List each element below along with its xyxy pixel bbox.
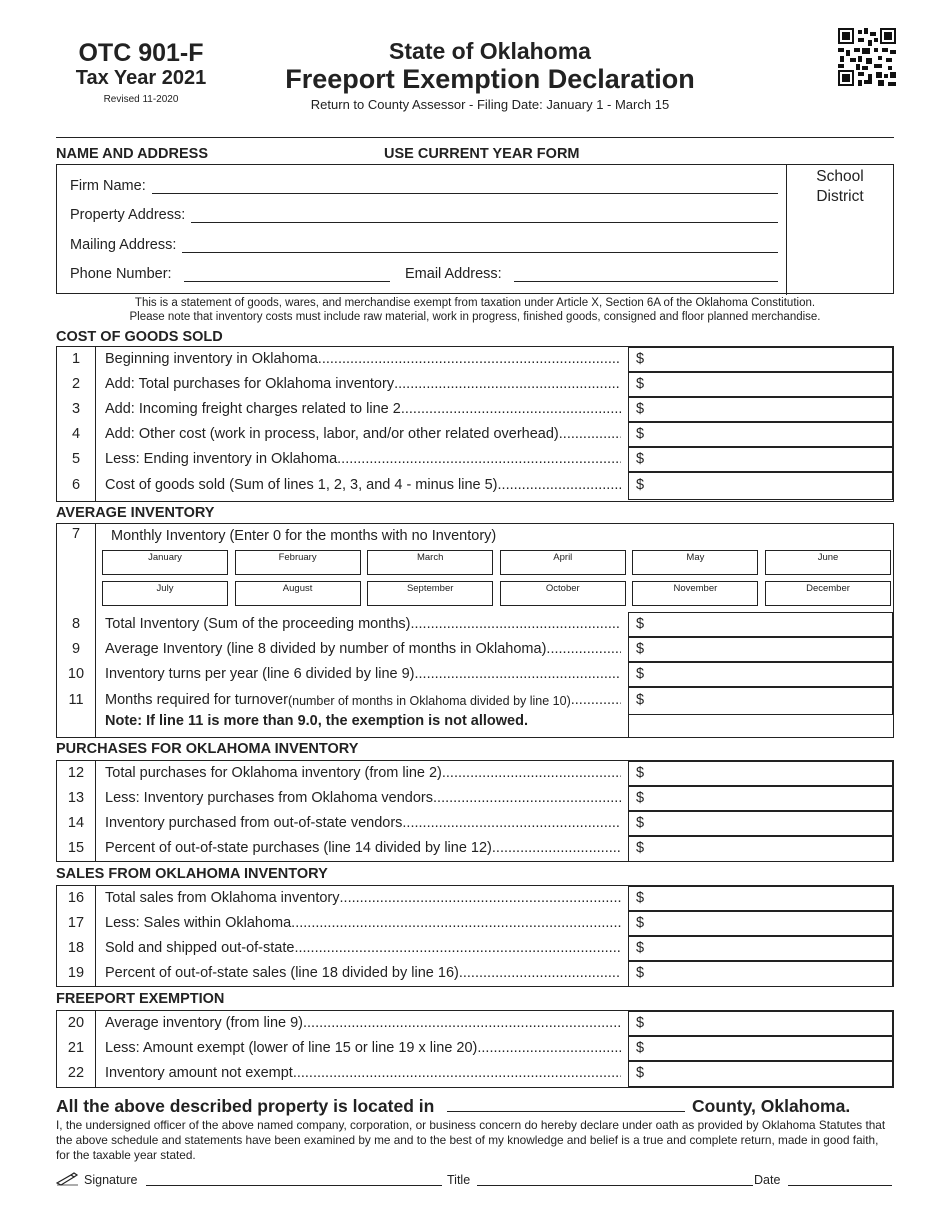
line-number: 5 <box>71 450 81 467</box>
dot-leader <box>477 1040 621 1056</box>
currency-symbol: $ <box>636 616 645 632</box>
line-description <box>105 666 621 682</box>
currency-symbol: $ <box>636 765 645 781</box>
line-description-text: Less: Inventory purchases from Oklahoma vendors <box>105 789 434 806</box>
line-number: 21 <box>67 1039 85 1056</box>
currency-symbol: $ <box>636 451 645 467</box>
line-description <box>105 915 621 931</box>
amount-field[interactable] <box>628 836 893 862</box>
amount-field[interactable] <box>628 1011 893 1036</box>
title-field[interactable] <box>477 1173 753 1186</box>
amount-field[interactable] <box>628 372 893 397</box>
line-number: 4 <box>71 425 81 442</box>
line-description-text: Average Inventory (line 8 divided by number of months in Oklahoma) <box>105 640 547 657</box>
line-description <box>105 840 621 856</box>
freeport-heading: FREEPORT EXEMPTION <box>56 991 225 1007</box>
amount-field[interactable] <box>628 811 893 836</box>
line-row <box>57 347 893 372</box>
month-input-december[interactable]: December <box>765 581 891 606</box>
signature-label: Signature <box>84 1173 138 1187</box>
month-input-june[interactable]: June <box>765 550 891 575</box>
school-district-label: School District <box>816 168 864 205</box>
line-number: 3 <box>71 400 81 417</box>
property-address-label: Property Address: <box>70 207 186 223</box>
line-description <box>105 477 621 493</box>
dot-leader <box>303 1015 621 1031</box>
currency-symbol: $ <box>636 965 645 981</box>
line-number: 19 <box>67 965 85 981</box>
dot-leader <box>415 666 622 682</box>
signature-row <box>56 1172 894 1190</box>
line-description <box>105 815 621 831</box>
line-row <box>57 447 893 472</box>
line-number: 11 <box>68 692 84 708</box>
sales-box <box>56 885 894 987</box>
month-input-august[interactable]: August <box>235 581 361 606</box>
phone-label: Phone Number: <box>70 266 172 282</box>
dot-leader <box>293 1065 621 1081</box>
cost-of-goods-heading: COST OF GOODS SOLD <box>56 329 223 345</box>
dot-leader <box>318 351 621 367</box>
state-name: State of Oklahoma <box>389 38 591 64</box>
amount-field[interactable] <box>628 612 893 637</box>
cost-of-goods-box <box>56 346 894 502</box>
currency-symbol: $ <box>636 401 645 417</box>
county-suffix: County, Oklahoma. <box>692 1096 851 1116</box>
phone-row <box>70 266 390 282</box>
header-divider <box>56 137 894 138</box>
month-input-january[interactable]: January <box>102 550 228 575</box>
line-row <box>57 761 893 786</box>
line-row <box>57 836 893 862</box>
line-description-text: Cost of goods sold (Sum of lines 1, 2, 3, and 4 - minus line 5) <box>105 477 498 493</box>
dot-leader <box>442 765 621 781</box>
line-description <box>105 401 621 417</box>
email-row <box>405 266 778 282</box>
dot-leader <box>559 426 621 442</box>
currency-symbol: $ <box>636 1065 645 1081</box>
line-row <box>57 637 893 662</box>
dot-leader <box>337 451 621 467</box>
line-description <box>105 1015 621 1031</box>
purchases-box <box>56 760 894 862</box>
revised-date: Revised 11-2020 <box>103 94 179 105</box>
monthly-inventory-label: Monthly Inventory (Enter 0 for the months with no Inventory) <box>111 528 497 544</box>
line-number: 7 <box>71 526 81 542</box>
oath-text: I, the undersigned officer of the above named company, corporation, or business concern do hereby declare under oath as provided by Oklahoma Statutes that the above schedule and statements have been examined by me and to the best of my knowledge and belief is a true and complete return, made in good faith, for the taxable year stated. <box>56 1118 886 1162</box>
statement-note <box>56 296 894 324</box>
line-description <box>105 765 621 781</box>
amount-field[interactable] <box>628 662 893 687</box>
date-field[interactable] <box>788 1173 892 1186</box>
amount-field[interactable] <box>628 761 893 786</box>
statement-line-2: Please note that inventory costs must include raw material, work in progress, finished goods, consigned and floor planned merchandise. <box>129 311 821 323</box>
line-number: 18 <box>67 939 85 956</box>
date-label: Date <box>754 1173 781 1187</box>
line-number: 12 <box>67 764 85 781</box>
amount-field[interactable] <box>628 1061 893 1087</box>
email-field[interactable] <box>514 267 778 282</box>
use-current-year-label: USE CURRENT YEAR FORM <box>384 146 580 162</box>
currency-symbol: $ <box>636 351 645 367</box>
statement-line-1: This is a statement of goods, wares, and merchandise exempt from taxation under Article X, Section 6A of the Oklahoma Constitution. <box>134 297 816 309</box>
line-description <box>105 451 621 467</box>
line-description-text: Inventory purchased from out-of-state vendors <box>105 814 403 831</box>
month-input-february[interactable]: February <box>235 550 361 575</box>
form-subtitle: Return to County Assessor - Filing Date: January 1 - March 15 <box>310 97 670 112</box>
line-description-text: Percent of out-of-state purchases (line 14 divided by line 12) <box>105 840 492 856</box>
title-label: Title <box>447 1173 471 1187</box>
line-number: 1 <box>71 350 81 367</box>
county-statement <box>56 1096 894 1117</box>
currency-symbol: $ <box>636 840 645 856</box>
county-prefix: All the above described property is located in <box>56 1096 435 1116</box>
line-description-text: Months required for turnover <box>105 692 288 708</box>
line-description <box>105 890 621 906</box>
line-description-text: Add: Total purchases for Oklahoma inventory <box>105 375 395 392</box>
phone-field[interactable] <box>184 267 390 282</box>
line-row <box>57 372 893 397</box>
line-description-text: Total purchases for Oklahoma inventory (from line 2) <box>105 764 442 781</box>
dot-leader <box>459 965 621 981</box>
line-description-text: Less: Amount exempt (lower of line 15 or line 19 x line 20) <box>105 1039 478 1056</box>
dot-leader <box>401 401 621 417</box>
property-address-row <box>70 207 778 223</box>
currency-symbol: $ <box>636 815 645 831</box>
average-inventory-box <box>56 523 894 738</box>
amount-field[interactable] <box>628 447 893 472</box>
line-description-text: Sold and shipped out-of-state <box>105 939 295 956</box>
form-title-block <box>250 38 730 112</box>
dot-leader <box>340 890 621 906</box>
line-row <box>57 397 893 422</box>
purchases-heading: PURCHASES FOR OKLAHOMA INVENTORY <box>56 741 359 757</box>
currency-symbol: $ <box>636 426 645 442</box>
dot-leader <box>394 376 621 392</box>
average-inventory-heading: AVERAGE INVENTORY <box>56 505 215 521</box>
month-input-march[interactable]: March <box>367 550 493 575</box>
currency-symbol: $ <box>636 1015 645 1031</box>
line-number: 15 <box>67 840 85 856</box>
line-description-text: Less: Ending inventory in Oklahoma <box>105 450 338 467</box>
form-id-block <box>56 40 226 105</box>
line-description-text: Beginning inventory in Oklahoma <box>105 350 318 367</box>
currency-symbol: $ <box>636 890 645 906</box>
firm-name-field[interactable] <box>152 179 778 194</box>
amount-field[interactable] <box>628 637 893 662</box>
line-description <box>105 376 621 392</box>
property-address-field[interactable] <box>191 208 778 223</box>
line-number: 6 <box>71 477 81 493</box>
line-number: 20 <box>67 1014 85 1031</box>
county-field[interactable] <box>447 1099 685 1112</box>
line-row <box>57 961 893 987</box>
dot-leader <box>402 815 621 831</box>
line-number: 10 <box>67 665 85 682</box>
freeport-box <box>56 1010 894 1088</box>
dot-leader <box>410 616 621 632</box>
month-input-april[interactable]: April <box>500 550 626 575</box>
amount-field[interactable] <box>628 472 893 500</box>
line-description <box>105 351 621 367</box>
firm-name-row <box>70 178 778 194</box>
currency-symbol: $ <box>636 915 645 931</box>
line-row <box>57 1036 893 1061</box>
amount-field[interactable] <box>628 422 893 447</box>
line-row <box>57 612 893 637</box>
amount-field[interactable] <box>628 347 893 372</box>
month-input-november[interactable]: November <box>632 581 758 606</box>
line-number: 9 <box>71 640 81 657</box>
pen-icon <box>56 1172 80 1186</box>
amount-field[interactable] <box>628 1036 893 1061</box>
amount-field[interactable] <box>628 786 893 811</box>
line-description-text: Add: Other cost (work in process, labor, and/or other related overhead) <box>105 425 559 442</box>
line-row <box>57 936 893 961</box>
currency-symbol: $ <box>636 692 645 708</box>
line-description <box>105 426 621 442</box>
line-row <box>57 811 893 836</box>
line-description-text: Percent of out-of-state sales (line 18 divided by line 16) <box>105 965 459 981</box>
line-row <box>57 1061 893 1087</box>
line-number: 2 <box>71 375 81 392</box>
line-description <box>105 1065 621 1081</box>
line-description-text: Add: Incoming freight charges related to line 2 <box>105 400 401 417</box>
school-district-divider <box>786 164 787 295</box>
line-description <box>105 616 621 632</box>
line-description-text: Total Inventory (Sum of the proceeding months) <box>105 615 411 632</box>
month-input-july[interactable]: July <box>102 581 228 606</box>
line-description <box>105 641 621 657</box>
line-number: 22 <box>67 1065 85 1081</box>
sales-heading: SALES FROM OKLAHOMA INVENTORY <box>56 866 328 882</box>
dot-leader <box>492 840 621 856</box>
line-description <box>105 790 621 806</box>
currency-symbol: $ <box>636 1040 645 1056</box>
dot-leader <box>546 641 621 657</box>
line-row <box>57 687 893 715</box>
dot-leader <box>498 477 621 493</box>
line-description <box>105 965 621 981</box>
mailing-address-row <box>70 237 778 253</box>
line-row <box>57 786 893 811</box>
dot-leader <box>433 790 621 806</box>
month-input-may[interactable]: May <box>632 550 758 575</box>
form-title: Freeport Exemption Declaration <box>285 64 695 94</box>
currency-symbol: $ <box>636 790 645 806</box>
form-number: OTC 901-F <box>78 39 204 67</box>
line-description <box>105 692 621 708</box>
line-11-note: Note: If line 11 is more than 9.0, the exemption is not allowed. <box>105 713 529 729</box>
firm-name-label: Firm Name: <box>70 178 146 194</box>
mailing-address-label: Mailing Address: <box>70 237 177 253</box>
line-row <box>57 422 893 447</box>
name-address-heading: NAME AND ADDRESS <box>56 146 208 162</box>
line-description <box>105 1040 621 1056</box>
line-number: 16 <box>67 889 85 906</box>
tax-year: Tax Year 2021 <box>75 67 207 89</box>
currency-symbol: $ <box>636 477 645 493</box>
line-description-text: Inventory amount not exempt <box>105 1065 293 1081</box>
line-number: 17 <box>67 914 85 931</box>
amount-field[interactable] <box>628 397 893 422</box>
mailing-address-field[interactable] <box>182 238 778 253</box>
currency-symbol: $ <box>636 376 645 392</box>
line-row <box>57 1011 893 1036</box>
amount-field[interactable] <box>628 911 893 936</box>
line-row <box>57 886 893 911</box>
amount-field[interactable] <box>628 886 893 911</box>
line-number: 13 <box>67 789 85 806</box>
currency-symbol: $ <box>636 641 645 657</box>
amount-field[interactable] <box>628 961 893 987</box>
line-description-text: Inventory turns per year (line 6 divided by line 9) <box>105 665 415 682</box>
note-row-divider <box>628 715 893 737</box>
dot-leader <box>571 692 621 708</box>
line-row <box>57 472 893 500</box>
line-number: 14 <box>67 814 85 831</box>
month-input-september[interactable]: September <box>367 581 493 606</box>
line-description-text: Average inventory (from line 9) <box>105 1014 303 1031</box>
amount-field[interactable] <box>628 687 893 715</box>
currency-symbol: $ <box>636 940 645 956</box>
qr-code-icon <box>838 28 896 86</box>
currency-symbol: $ <box>636 666 645 682</box>
line-description-detail: (number of months in Oklahoma divided by line 10) <box>287 694 571 708</box>
dot-leader <box>294 940 621 956</box>
dot-leader <box>291 915 621 931</box>
line-number: 8 <box>71 615 81 632</box>
name-address-box <box>56 164 894 294</box>
line-description-text: Less: Sales within Oklahoma <box>105 914 292 931</box>
line-row <box>57 662 893 687</box>
line-description <box>105 940 621 956</box>
signature-field[interactable] <box>146 1173 442 1186</box>
email-label: Email Address: <box>405 266 502 282</box>
month-input-october[interactable]: October <box>500 581 626 606</box>
line-row <box>57 911 893 936</box>
line-description-text: Total sales from Oklahoma inventory <box>105 889 340 906</box>
amount-field[interactable] <box>628 936 893 961</box>
